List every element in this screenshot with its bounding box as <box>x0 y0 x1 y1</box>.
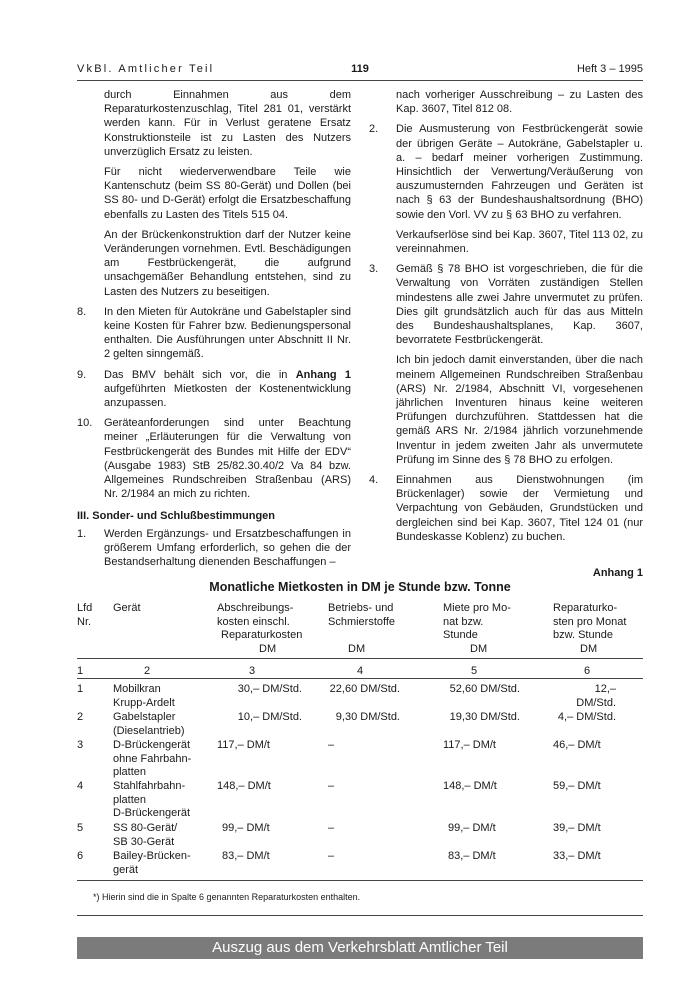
cost-cell: 117,– DM/t <box>443 739 496 751</box>
device-name: Bailey-Brücken- gerät <box>113 850 191 876</box>
cost-cell: 46,– DM/t <box>553 739 601 751</box>
paragraph: Für nicht wiederverwendbare Teile wie Kantenschutz (beim SS 80-Gerät) und Dollen (bei SS 80- und D-Gerät) erfolgt die Ersatzbeschaffung ebenfalls zu Lasten des Titels 515 04. <box>104 166 351 221</box>
cost-cell: 52,60 DM/Std. <box>449 683 520 695</box>
row-number: 4 <box>77 780 84 792</box>
table-rule <box>77 678 643 679</box>
row-number: 1 <box>77 683 84 695</box>
cost-cell: 19,30 DM/Std. <box>449 711 520 723</box>
cost-cell: – <box>328 822 335 834</box>
cost-cell: 148,– DM/t <box>443 780 497 792</box>
column-number: 2 <box>144 665 151 677</box>
item-text: Die Ausmusterung von Festbrückengerät sowie der übrigen Geräte – Autokräne, Gabelstapler u. a. – bedarf meiner vorherigen Zustimmung. Hinsichtlich der Verwertung/Veräußerung von auszumusternden Fahrzeugen und Geräten ist nach § 63 der Bundeshaushaltsordnung (BHO) sowie den Vorl. VV zu § 63 BHO zu verfahren. <box>396 123 643 221</box>
column-number: 6 <box>584 665 591 677</box>
row-number: 6 <box>77 850 84 862</box>
table-rule <box>77 658 643 659</box>
cost-cell: 4,– DM/Std. <box>557 711 616 723</box>
cost-cell: 83,– DM/t <box>448 850 496 862</box>
list-item <box>369 473 643 544</box>
cost-cell: – <box>328 739 335 751</box>
item-number: 10. <box>77 417 93 430</box>
cost-cell: 148,– DM/t <box>217 780 271 792</box>
row-number: 5 <box>77 822 84 834</box>
footer-rule <box>77 915 643 916</box>
paragraph: durch Einnahmen aus dem Reparaturkostenzuschlag, Titel 281 01, verstärkt werden kann. Für in Verlust geratene Ersatz Konstruktionsteile ist zu Lasten des Nutzers unverzüglich Ersatz zu leisten. <box>104 89 351 158</box>
cost-cell: 22,60 DM/Std. <box>329 683 400 695</box>
section-heading: III. Sonder- und Schlußbestimmungen <box>77 510 276 523</box>
annex-label: Anhang 1 <box>592 567 643 579</box>
page-header <box>77 62 643 78</box>
item-text: Das BMV behält sich vor, die in <box>104 368 296 381</box>
cost-cell: 39,– DM/t <box>553 822 601 834</box>
list-item <box>77 527 351 570</box>
annex-reference: Anhang 1 <box>295 368 351 381</box>
table-rule <box>77 880 643 881</box>
paragraph: Verkaufserlöse sind bei Kap. 3607, Titel 113 02, zu vereinnahmen. <box>396 228 643 256</box>
column-number: 5 <box>471 665 478 677</box>
item-text: Geräteanforderungen sind unter Beachtung meiner „Erläuterungen für die Verwaltung von Festbrückengerät des Bundes mit Hilfe der EDV“ (Ausgabe 1983) StB 25/82.30.40/2 Va 84 bzw. Allgemeines Rundschreiben Straßenbau (ARS) Nr. 2/1984 an mich zu richten. <box>104 417 351 501</box>
right-column <box>369 88 643 544</box>
item-text: Einnahmen aus Dienstwohnungen (im Brückenlager) sowie der Vermietung und Verpachtung von Gebäuden, Grundstücken und dergleichen sind bei Kap. 3607, Titel 124 01 (nur Bundeskasse Koblenz) zu buchen. <box>396 474 643 543</box>
device-name: Gabelstapler (Dieselantrieb) <box>113 711 185 737</box>
list-item <box>77 305 351 362</box>
table-title: Monatliche Mietkosten in DM je Stunde bzw. Tonne <box>209 580 511 594</box>
paragraph: nach vorheriger Ausschreibung – zu Lasten des Kap. 3607, Titel 812 08. <box>396 89 643 116</box>
item-text: In den Mieten für Autokräne und Gabelstapler sind keine Kosten für Fahrer bzw. Bedienungspersonal enthalten. Die Ausführungen unter Abschnitt II Nr. 2 gelten sinngemäß. <box>104 305 351 361</box>
device-name: D-Brückengerät ohne Fahrbahn- platten <box>113 739 192 778</box>
item-number: 4. <box>369 474 379 487</box>
item-number: 8. <box>77 305 87 318</box>
page-number: 119 <box>351 63 369 75</box>
cost-cell: 10,– DM/Std. <box>237 711 302 723</box>
cost-cell: – <box>328 850 335 862</box>
journal-name: VkBl. Amtlicher Teil <box>77 63 215 75</box>
cost-cell: – <box>328 780 335 792</box>
header-rule <box>77 80 643 81</box>
cost-cell: 12,– DM/Std. <box>576 683 616 709</box>
header-miete: Miete pro Mo- nat bzw. Stunde DM <box>443 602 511 655</box>
device-name: SS 80-Gerät/ SB 30-Gerät <box>113 822 178 848</box>
column-number: 1 <box>77 665 84 677</box>
cost-cell: 59,– DM/t <box>553 780 601 792</box>
list-item <box>369 122 643 221</box>
header-geraet: Gerät <box>113 602 141 614</box>
header-reparatur: Reparaturko- sten pro Monat bzw. Stunde DM <box>553 602 627 655</box>
list-item <box>77 416 351 501</box>
row-number: 2 <box>77 711 84 723</box>
list-item <box>369 262 643 347</box>
cost-cell: 9,30 DM/Std. <box>335 711 400 723</box>
list-item <box>77 368 351 411</box>
cost-cell: 117,– DM/t <box>217 739 270 751</box>
row-number: 3 <box>77 739 84 751</box>
cost-cell: 30,– DM/Std. <box>237 683 302 695</box>
item-text: Gemäß § 78 BHO ist vorgeschrieben, die für die Verwaltung von Vorräten zuständigen Stellen mindestens alle zwei Jahre unvermutet zu prüfen. Dies gilt grundsätzlich auch für das aus Mitteln des Bundeshaushaltsplanes, Kap. 3607, bevorratete Festbrückengerät. <box>396 263 643 347</box>
issue-label: Heft 3 – 1995 <box>576 63 643 75</box>
item-number: 9. <box>77 368 87 381</box>
footnote: *) Hierin sind die in Spalte 6 genannten Reparaturkosten enthalten. <box>93 892 361 902</box>
cost-cell: 83,– DM/t <box>222 850 270 862</box>
header-abschreibung: Abschreibungs- kosten einschl. Reparaturkosten DM <box>217 602 303 655</box>
item-number: 3. <box>369 263 379 276</box>
item-text: Werden Ergänzungs- und Ersatzbeschaffungen in größerem Umfang erforderlich, so gehen die der Bestandserhaltung dienenden Beschaffungen – <box>104 527 351 569</box>
cost-cell: 99,– DM/t <box>448 822 496 834</box>
header-betrieb: Betriebs- und Schmierstoffe DM <box>328 602 396 655</box>
paragraph: An der Brückenkonstruktion darf der Nutzer keine Veränderungen vornehmen. Evtl. Beschädigungen am Festbrückengerät, die aufgrund unsachgemäßer Behandlung entstehen, sind zu Lasten des Nutzers zu beseitigen. <box>104 228 351 298</box>
item-number: 1. <box>77 527 87 540</box>
paragraph: Ich bin jedoch damit einverstanden, über die nach meinem Allgemeinen Rundschreiben Straßenbau (ARS) Nr. 2/1984, Abschnitt VI, vorgesehenen jährlichen Inventuren hinaus keine weiteren Prüfungen durchzuführen. Stattdessen hat die gemäß ARS Nr. 2/1984 jährlich vorzunehmende Inventur in jedem zweiten Jahr als unvermutete Prüfung im Sinne des § 78 BHO zu erfolgen. <box>396 354 643 466</box>
column-number: 4 <box>357 665 364 677</box>
column-number: 3 <box>249 665 256 677</box>
cost-cell: 33,– DM/t <box>553 850 601 862</box>
device-name: Mobilkran Krupp-Ardelt <box>113 683 175 709</box>
cost-cell: 99,– DM/t <box>222 822 270 834</box>
header-lfd: Lfd Nr. <box>77 602 93 628</box>
item-text: aufgeführten Mietkosten der Kostenentwicklung anzupassen. <box>104 382 351 410</box>
footer-banner: Auszug aus dem Verkehrsblatt Amtlicher Teil <box>77 937 643 959</box>
item-number: 2. <box>369 123 379 136</box>
device-name: Stahlfahrbahn- platten D-Brückengerät <box>113 780 191 819</box>
left-column <box>77 88 351 569</box>
